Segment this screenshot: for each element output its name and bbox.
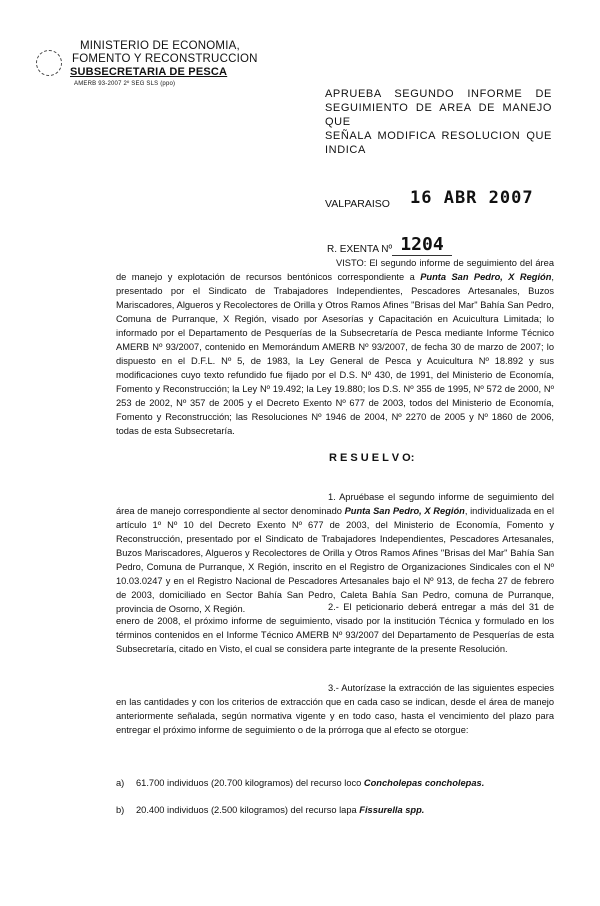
title-line-2: SEGUIMIENTO DE AREA DE MANEJO QUE [325, 102, 552, 128]
item-1-body: , individualizada en el artículo 1º Nº 10 del Decreto Exento Nº 677 de 2003, del Ministerio de Economía, Fomento y Reconstrucción, presentado por el Sindicato de Trabajadores Independientes, Pescadores Artesanales, Buzos Mariscadores, Algueros y Recolectores de Orilla y Otros Ramos Afines "Brisas del Mar" Bahía San Pedro, Comuna de Purranque, X Región, inscrito en el Registro de Organizaciones Sindicales con el Nº 10.03.0247 y en el Registro Nacional de Pescadores Artesanales bajo el Nº 913, de fecha 27 de febrero de 2003, domiciliado en Sector Bahía San Pedro, Caleta Bahía San Pedro, comuna de Purranque, provincia de Osorno, X Región. [116, 506, 555, 614]
date-stamp: 16 ABR 2007 [410, 188, 534, 208]
item-1-paragraph [116, 490, 554, 616]
list-item-a-species: Concholepas concholepas. [363, 778, 485, 788]
subsecretaria-line: SUBSECRETARIA DE PESCA [70, 66, 228, 78]
exenta-number: 1204 [392, 234, 452, 256]
list-item-a-text: 61.700 individuos (20.700 kilogramos) del recurso loco [136, 778, 364, 788]
list-item-a [116, 776, 554, 790]
visto-lead: VISTO: El segundo informe de seguimiento del área de manejo y explotación de recursos bentónicos correspondiente a [116, 258, 554, 282]
list-item-b-text: 20.400 individuos (2.500 kilogramos) del recurso lapa [136, 805, 360, 815]
resuelvo-heading: R E S U E L V O: [329, 452, 415, 464]
title-line-3: SEÑALA MODIFICA RESOLUCION QUE [325, 130, 552, 142]
ministry-line-1: MINISTERIO DE ECONOMIA, [80, 40, 240, 52]
ministry-line-2: FOMENTO Y RECONSTRUCCION [72, 53, 258, 65]
list-item-a-marker: a) [116, 778, 125, 788]
item-1-lead: 1. Apruébase el segundo informe de seguimiento del área de manejo correspondiente al sector denominado [116, 492, 554, 516]
resolution-title [325, 87, 552, 157]
reference-line: AMERB 93-2007 2º SEG SLS (ppo) [74, 81, 176, 87]
list-item-b [116, 803, 554, 817]
visto-body: , presentado por el Sindicato de Trabajadores Independientes, Pescadores Artesanales, Buzos Mariscadores, Algueros y Recolectores de Orilla y Otros Ramos Afines "Brisas del Mar" Bahía San Pedro, Comuna de Purranque, X Región, visado por Asesorías y Capacitación en Acuicultura Limitada; lo informado por el Departamento de Pesquerías de la Subsecretaría de Pesca mediante Informe Técnico AMERB Nº 93/2007, contenido en Memorándum AMERB Nº 93/2007, de fecha 30 de marzo de 2007; lo dispuesto en el D.F.L. Nº 5, de 1983, la Ley General de Pesca y Acuicultura Nº 18.892 y sus modificaciones cuyo texto refundido fue fijado por el D.S. Nº 430, de 1991, del Ministerio de Economía, Fomento y Reconstrucción; la Ley Nº 19.492; la Ley 19.880; los D.S. Nº 355 de 1995, Nº 572 de 2000, Nº 253 de 2002, Nº 357 de 2005 y el Decreto Exento Nº 677 de 2003, todos del Ministerio de Economía, Fomento y Reconstrucción; las Resoluciones Nº 1946 de 2004, Nº 2270 de 2005 y Nº 1860 de 2006, todas de esta Subsecretaría. [116, 272, 555, 436]
list-item-b-marker: b) [116, 805, 125, 815]
title-line-4: INDICA [325, 144, 366, 156]
list-item-b-species: Fissurella spp. [359, 805, 425, 815]
item-1-place: Punta San Pedro, X Región [344, 506, 465, 516]
item-3-paragraph: 3.- Autorízase la extracción de las siguientes especies en las cantidades y con los criterios de extracción que en cada caso se indican, desde el área de manejo anteriormente señalada, según normativa vigente y en todo caso, hasta el vencimiento del plazo para entregar el próximo informe de seguimiento o de la prórroga que al efecto se otorgue: [116, 683, 554, 735]
place-label: VALPARAISO [325, 198, 390, 210]
item-2-paragraph: 2.- El peticionario deberá entregar a más del 31 de enero de 2008, el próximo informe de seguimiento, visado por la institución Técnica y formulado en los términos contenidos en el Informe Técnico AMERB Nº 93/2007 del Departamento de Pesquerías de esta Subsecretaría, citado en Visto, el cual se considera parte integrante de la presente Resolución. [116, 602, 554, 654]
exenta-label: R. EXENTA Nº [327, 244, 393, 255]
title-line-1: APRUEBA SEGUNDO INFORME DE [325, 88, 552, 100]
visto-paragraph [116, 256, 554, 438]
seal-stamp [36, 50, 62, 76]
visto-place: Punta San Pedro, X Región [420, 272, 552, 282]
